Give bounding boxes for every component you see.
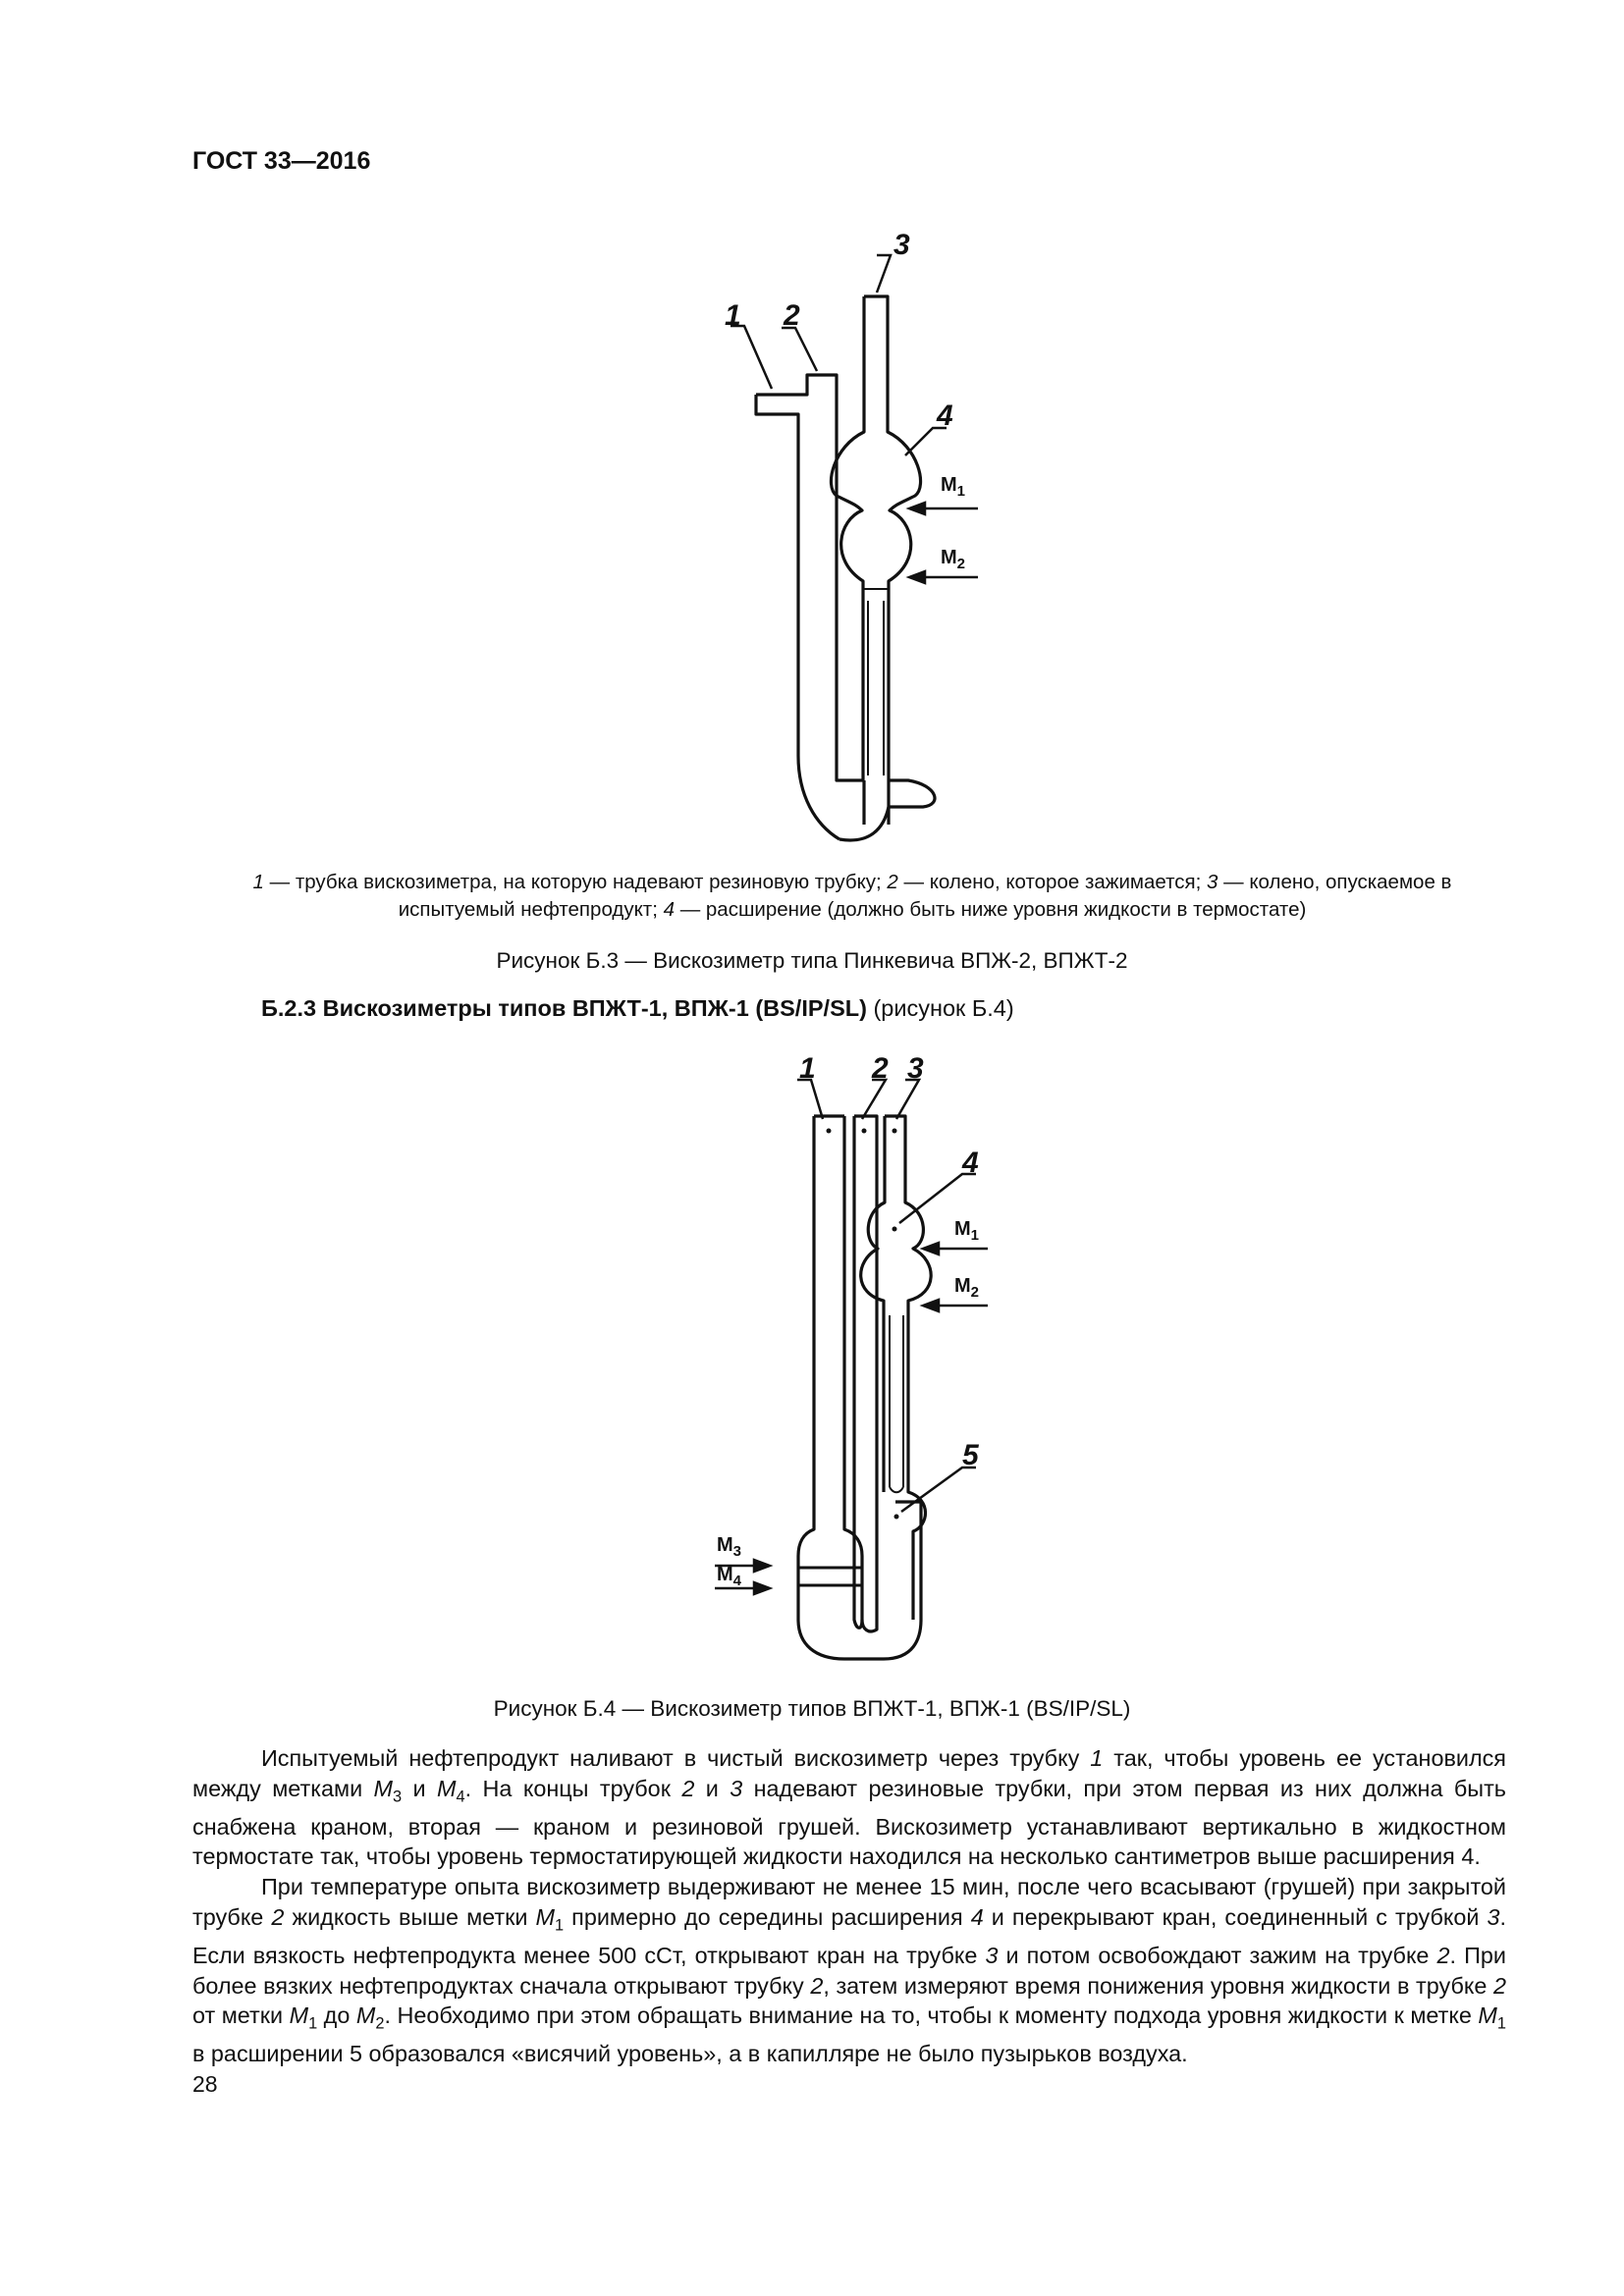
figure-b4-mark-m2-sub: 2 [970, 1284, 980, 1301]
text-run: 3 [393, 1788, 403, 1806]
body-text [192, 1743, 1506, 2069]
figure-b3-label-1: 1 [725, 299, 741, 332]
text-run: M [1478, 2002, 1497, 2029]
text-run: 3 [730, 1775, 743, 1801]
section-heading [261, 995, 1014, 1022]
svg-text:M1 [941, 474, 965, 500]
text-run: в расширении 5 образовался «висячий уровень», а в капилляре не было пузырьков воздуха. [192, 2041, 1188, 2067]
figure-b4-mark-m3: M [717, 1534, 733, 1556]
paragraph-2 [192, 1872, 1506, 2069]
legend-text-3: — колено, опускаемое в испытуемый нефтепродукт; [398, 871, 1452, 921]
figure-b4-label-5: 5 [962, 1439, 979, 1471]
legend-text-2: — колено, которое зажимается; [897, 871, 1208, 893]
text-run: 3 [985, 1942, 999, 1968]
figure-b4-label-1: 1 [799, 1052, 816, 1085]
text-run: от метки [192, 2002, 290, 2029]
text-run: . Если вязкость нефтепродукта менее 500 сСт, открывают кран на трубке [192, 1903, 1507, 1968]
svg-text:M2 [954, 1275, 979, 1301]
text-run: M [535, 1903, 555, 1930]
svg-text:M1 [954, 1218, 979, 1244]
text-run: 4 [456, 1788, 465, 1806]
section-heading-rest: (рисунок Б.4) [866, 995, 1014, 1021]
figure-b4-label-3: 3 [907, 1052, 924, 1085]
legend-text-1: — трубка вискозиметра, на которую надевают резиновую трубку; [263, 871, 888, 893]
svg-text:M3 [717, 1534, 741, 1560]
figure-b3-legend [192, 869, 1512, 924]
text-run: и [402, 1775, 438, 1801]
text-run: до [317, 2002, 356, 2029]
text-run: При температуре опыта вискозиметр выдерживают не менее 15 мин, после чего всасывают (грушей) при закрытой трубке [192, 1874, 1506, 1930]
text-run: 2 [1492, 1972, 1506, 1999]
text-run: . При более вязких нефтепродуктах сначала открывают трубку [192, 1942, 1506, 1999]
legend-text-4: — расширение (должно быть ниже уровня жидкости в термостате) [675, 898, 1307, 921]
text-run: 2 [375, 2014, 385, 2033]
legend-num-3: 3 [1207, 871, 1218, 893]
figure-b3-mark-m2: M [941, 547, 957, 568]
figure-b4-mark-m4: M [717, 1564, 733, 1585]
legend-num-4: 4 [663, 898, 675, 921]
page-number: 28 [192, 2071, 218, 2097]
figure-b3-label-3: 3 [893, 229, 910, 261]
text-run: 3 [1487, 1903, 1500, 1930]
text-run: и потом освобождают зажим на трубке [998, 1942, 1437, 1968]
text-run: M [355, 2002, 376, 2029]
text-run: . Необходимо при этом обращать внимание на то, чтобы к моменту подхода уровня жидкости к метке [384, 2002, 1479, 2029]
text-run: жидкость выше метки [284, 1903, 536, 1930]
figure-b3-label-4: 4 [937, 400, 953, 432]
text-run: Испытуемый нефтепродукт наливают в чистый вискозиметр через трубку [261, 1745, 1091, 1771]
text-run: . На концы трубок [464, 1775, 682, 1801]
text-run: 1 [1090, 1745, 1104, 1771]
figure-b3-mark-m1-sub: 1 [956, 483, 966, 500]
text-run: примерно до середины расширения [564, 1903, 971, 1930]
text-run: 2 [810, 1972, 824, 1999]
text-run: 1 [554, 1916, 565, 1935]
text-run: 2 [1436, 1942, 1450, 1968]
figure-b3-mark-m1: M [941, 474, 957, 496]
text-run: так, чтобы уровень ее установился между метками [192, 1745, 1506, 1801]
svg-text:M4 [717, 1564, 742, 1589]
figure-b4-caption: Рисунок Б.4 — Вискозиметр типов ВПЖТ-1, ВПЖ-1 (BS/IP/SL) [493, 1696, 1131, 1721]
paragraph-1 [192, 1743, 1506, 1872]
figure-b3-mark-m2-sub: 2 [956, 556, 966, 572]
figure-b4-mark-m3-sub: 3 [732, 1543, 742, 1560]
text-run: и перекрывают кран, соединенный с трубкой [983, 1903, 1488, 1930]
figure-b3-caption: Рисунок Б.3 — Вискозиметр типа Пинкевича ВПЖ-2, ВПЖТ-2 [496, 948, 1128, 973]
svg-text:M2 [941, 547, 965, 572]
figure-b4-mark-m4-sub: 4 [732, 1573, 742, 1589]
text-run: 2 [681, 1775, 695, 1801]
figure-b3-label-2: 2 [784, 299, 800, 332]
section-heading-bold: Б.2.3 Вискозиметры типов ВПЖТ-1, ВПЖ-1 (BS/IP/SL) [261, 995, 867, 1021]
text-run: M [373, 1775, 394, 1801]
legend-num-1: 1 [252, 871, 264, 893]
figure-b4-viscometer-diagram [687, 1041, 1021, 1679]
figure-b4-mark-m2: M [954, 1275, 971, 1297]
figure-b4-mark-m1-sub: 1 [970, 1227, 980, 1244]
figure-b4-label-4: 4 [962, 1147, 979, 1179]
figure-b4-label-2: 2 [872, 1052, 889, 1085]
text-run: M [437, 1775, 457, 1801]
document-header: ГОСТ 33—2016 [192, 147, 371, 175]
figure-b3-viscometer-diagram [687, 216, 1021, 854]
legend-num-2: 2 [887, 871, 898, 893]
text-run: , затем измеряют время понижения уровня жидкости в трубке [823, 1972, 1493, 1999]
text-run: M [289, 2002, 309, 2029]
text-run: и [694, 1775, 731, 1801]
text-run: 1 [1496, 2014, 1506, 2033]
text-run: надевают резиновые трубки, при этом первая из них должна быть снабжена краном, вторая — краном и резиновой грушей. Вискозиметр устанавливают вертикально в жидкостном термостате так, чтобы уровень термостатирующей жидкости находился на несколько сантиметров выше расширения 4. [192, 1775, 1506, 1870]
text-run: 4 [970, 1903, 984, 1930]
text-run: 2 [271, 1903, 285, 1930]
figure-b4-mark-m1: M [954, 1218, 971, 1240]
text-run: 1 [308, 2014, 318, 2033]
